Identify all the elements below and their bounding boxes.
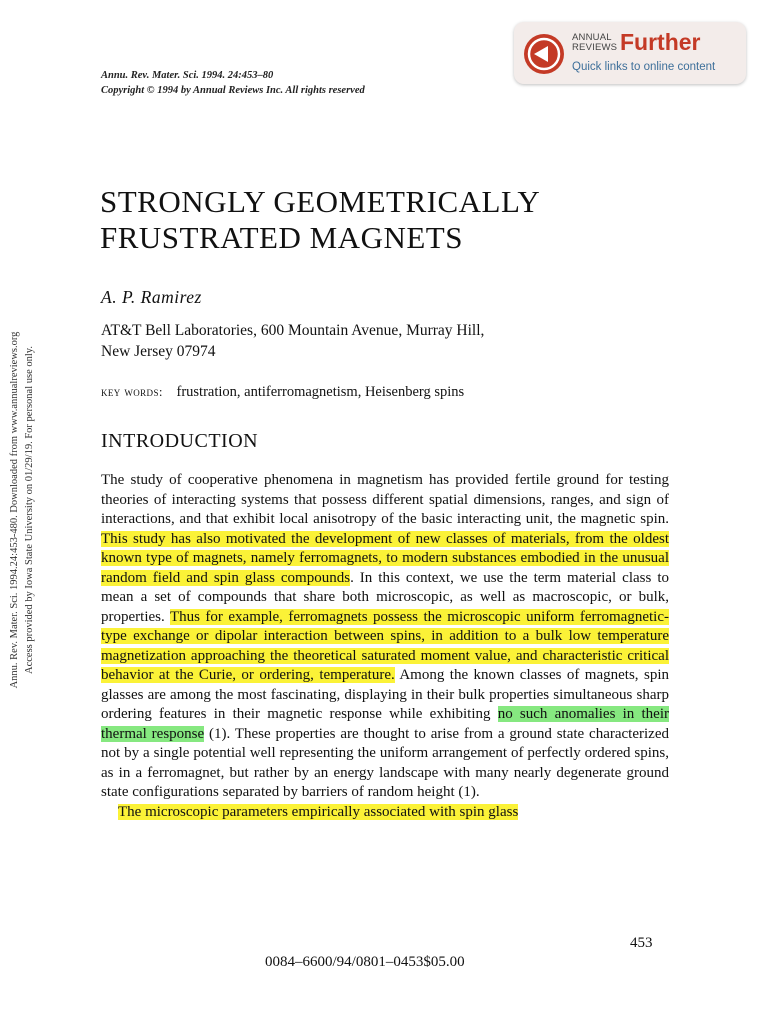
article-title (100, 184, 540, 256)
badge-reviews-text: REVIEWS (572, 41, 618, 53)
highlight-yellow: This study has also motivated the development of new classes of materials, from the oldest known type of magnets, namely ferromagnets, to modern substances embodied in the unusual random field and spin glass compounds (101, 530, 669, 586)
sidenote-line-1: Annu. Rev. Mater. Sci. 1994.24:453-480. Downloaded from www.annualreviews.org (9, 331, 20, 689)
body-text (101, 471, 669, 822)
page-number: 453 (630, 935, 653, 951)
highlight-green: no such anomalies in their thermal response (101, 706, 669, 742)
badge-brand (572, 33, 617, 52)
journal-citation-block (101, 68, 365, 98)
affiliation (101, 320, 484, 362)
highlight-yellow: Thus for example, ferromagnets possess the microscopic uniform ferromagnetic-type exchange or dipolar interaction between spins, in addition to a bulk low temperature magnetization approaching the theoretical saturated moment value, and characteristic critical behavior at the Curie, or ordering, temperature. (101, 608, 669, 683)
download-sidenote (7, 280, 47, 740)
keywords-label: key words: (101, 384, 163, 399)
highlight-yellow: The microscopic parameters empirically associated with spin glass (118, 803, 519, 820)
badge-annual-text: ANNUAL (572, 32, 612, 43)
affiliation-line-2: New Jersey 07974 (101, 343, 216, 360)
title-line-1: STRONGLY GEOMETRICALLY (100, 184, 541, 219)
text-run: (1). These properties are thought to arise from a ground state characterized not by a single potential well representing the uniform arrangement of perfectly ordered spins, as in a ferromagnet, but rather by an energy landscape with many nearly degenerate ground state configurations separated by barriers of random height (1). (101, 725, 669, 800)
author-name: A. P. Ramirez (101, 287, 202, 307)
affiliation-line-1: AT&T Bell Laboratories, 600 Mountain Avenue, Murray Hill, (101, 322, 485, 339)
sidenote-line-2: Access provided by Iowa State University on 01/29/19. For personal use only. (24, 346, 35, 674)
paragraph-1 (101, 471, 669, 803)
badge-subtitle: Quick links to online content (572, 61, 716, 73)
keywords (101, 384, 464, 401)
article-code: 0084–6600/94/0801–0453$05.00 (265, 954, 465, 970)
badge-further-text: Further (620, 29, 701, 55)
title-line-2: FRUSTRATED MAGNETS (100, 220, 463, 255)
text-run: . In this context, we use the term material class to mean a set of compounds that share both microscopic, as well as macroscopic, or bulk, properties. (101, 569, 669, 625)
copyright-line: Copyright © 1994 by Annual Reviews Inc. All rights reserved (101, 85, 365, 96)
journal-citation: Annu. Rev. Mater. Sci. 1994. 24:453–80 (101, 70, 274, 81)
paragraph-2 (101, 803, 669, 823)
text-run: Among the known classes of magnets, spin glasses are among the most fascinating, displaying in their bulk properties simultaneous sharp ordering features in their magnetic response while exhibiting (101, 667, 669, 722)
play-arrow-icon (522, 32, 566, 76)
section-heading: INTRODUCTION (101, 430, 259, 452)
annual-reviews-further-badge[interactable] (514, 22, 746, 84)
keywords-value: frustration, antiferromagnetism, Heisenberg spins (176, 384, 465, 400)
text-run: The study of cooperative phenomena in magnetism has provided fertile ground for testing theories of interacting systems that possess different spatial dimensions, ranges, and sign of interactions, and that exhibit local anisotropy of the basic interacting unit, the magnetic spin. (101, 472, 669, 527)
